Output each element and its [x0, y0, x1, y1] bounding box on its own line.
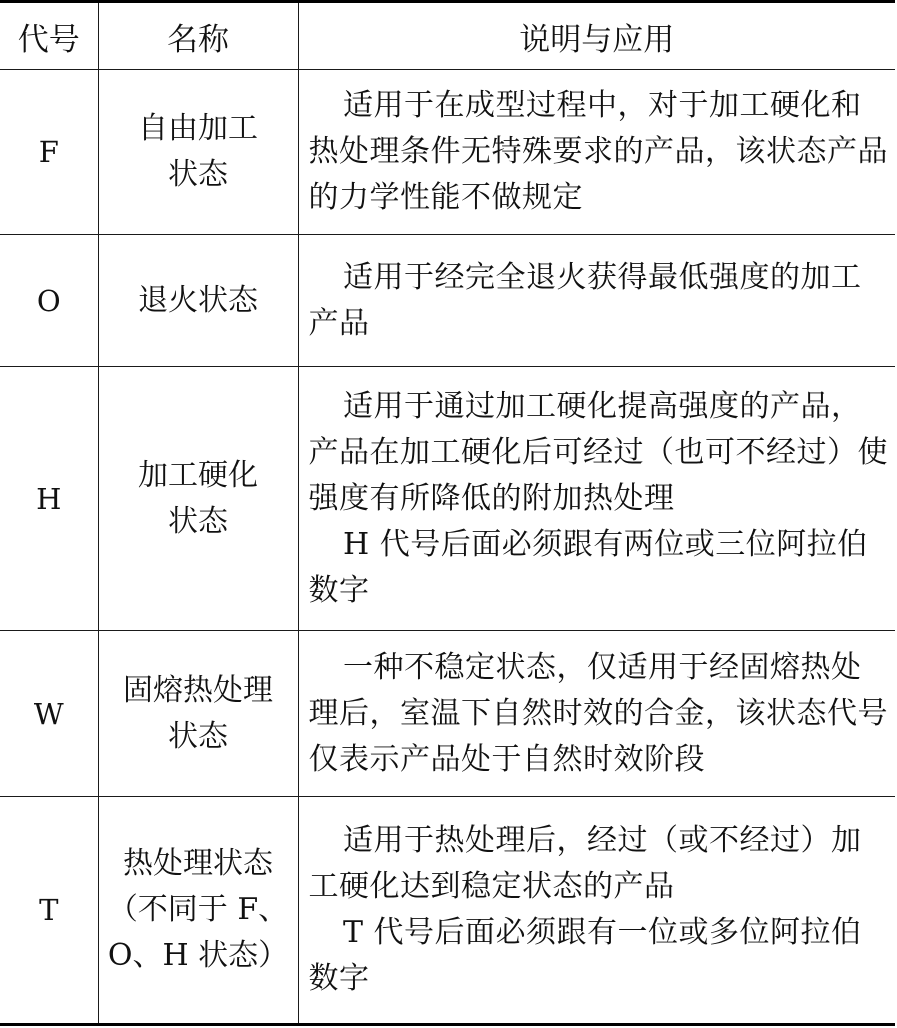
description-paragraph: 适用于热处理后，经过（或不经过）加工硬化达到稳定状态的产品: [308, 823, 862, 904]
row-name: [98, 70, 298, 235]
row-description: [298, 367, 895, 631]
row-name: [98, 367, 298, 631]
row-name-line: 加工硬化: [138, 457, 258, 493]
row-name-line: 固熔热处理: [123, 672, 273, 708]
row-name-line: 退火状态: [138, 282, 258, 318]
description-paragraph: 一种不稳定状态，仅适用于经固熔热处理后，室温下自然时效的合金，该状态代号仅表示产品处于自然时效阶段: [308, 649, 888, 777]
description-paragraph: 适用于在成型过程中，对于加工硬化和热处理条件无特殊要求的产品，该状态产品的力学性能不做规定: [308, 88, 888, 215]
header-name: 名称: [98, 2, 298, 70]
row-description: [298, 70, 895, 235]
row-code: W: [0, 631, 98, 797]
row-name-line: （不同于 F、: [107, 892, 289, 927]
header-code: 代号: [0, 2, 98, 70]
row-code: H: [0, 367, 98, 631]
row-name-line: 状态: [168, 157, 228, 192]
row-code: T: [0, 797, 98, 1025]
table-body: [0, 70, 895, 1025]
row-description: [298, 797, 895, 1025]
description-paragraph: H 代号后面必须跟有两位或三位阿拉伯数字: [308, 526, 868, 608]
table-row: [0, 631, 895, 797]
row-description: [298, 631, 895, 797]
description-paragraph: 适用于通过加工硬化提高强度的产品，产品在加工硬化后可经过（也可不经过）使强度有所降低的附加热处理: [308, 388, 888, 516]
table-row: [0, 797, 895, 1025]
row-description: [298, 235, 895, 367]
row-name: [98, 797, 298, 1025]
row-name-line: 状态: [168, 503, 228, 539]
row-name-line: 热处理状态: [123, 846, 273, 881]
table-row: [0, 70, 895, 235]
table-row: [0, 235, 895, 367]
header-description: 说明与应用: [298, 2, 895, 70]
row-name-line: 自由加工: [138, 111, 258, 146]
description-paragraph: 适用于经完全退火获得最低强度的加工产品: [308, 259, 862, 341]
table-row: [0, 367, 895, 631]
row-name-line: O、H 状态）: [107, 938, 289, 973]
row-code: O: [0, 235, 98, 367]
row-name: [98, 235, 298, 367]
row-code: F: [0, 70, 98, 235]
description-paragraph: T 代号后面必须跟有一位或多位阿拉伯数字: [308, 915, 862, 996]
row-name-line: 状态: [168, 718, 228, 754]
table-header: [0, 2, 895, 70]
row-name: [98, 631, 298, 797]
header-row: [0, 2, 895, 70]
